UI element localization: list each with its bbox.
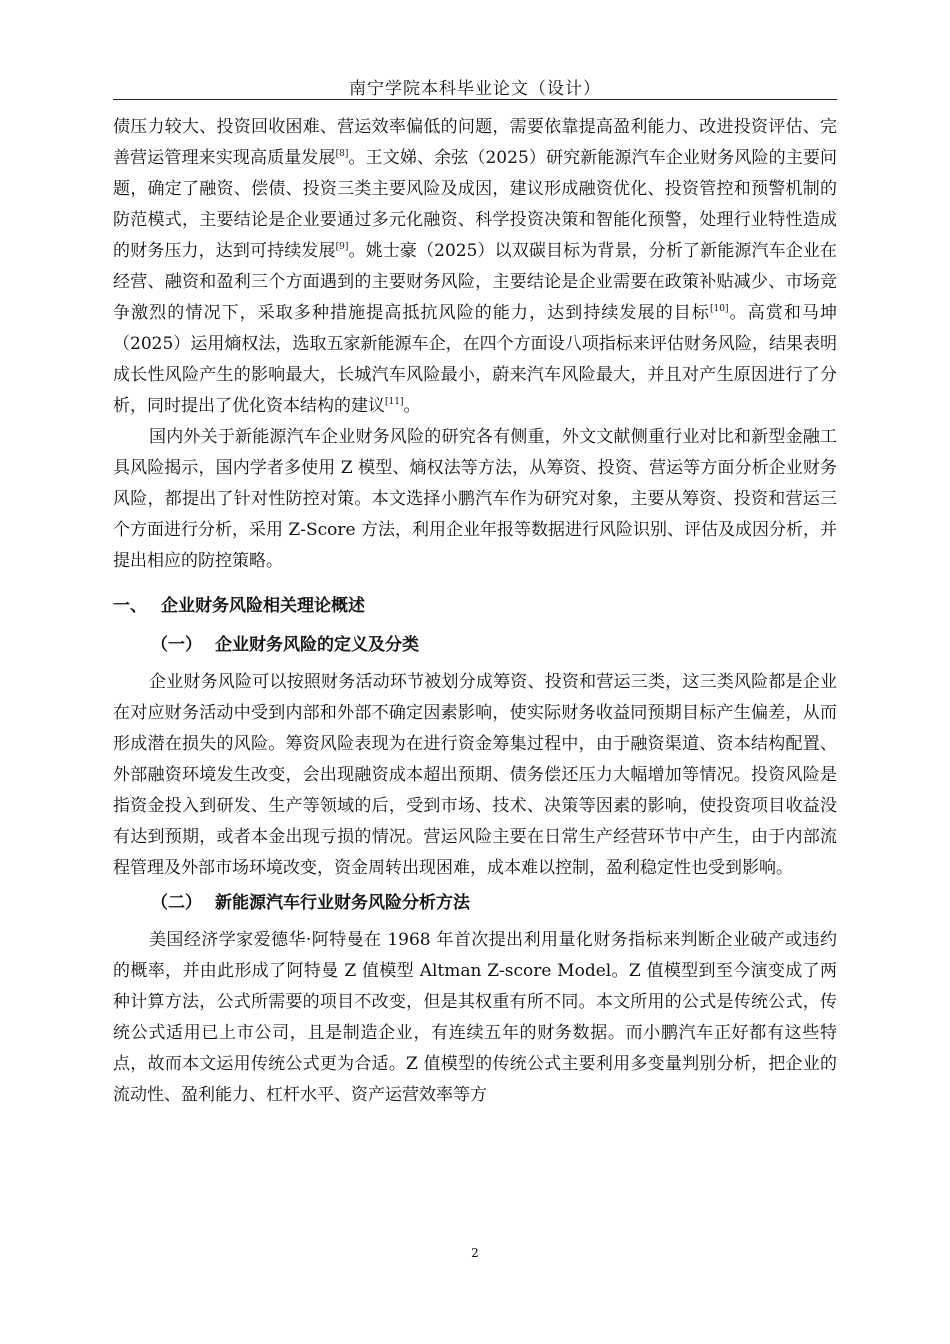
body-text xyxy=(113,112,837,1111)
citation-ref[interactable]: [11] xyxy=(385,397,404,407)
subsection-heading xyxy=(151,888,837,919)
paragraph-text: 。姚士豪（2025）以双碳目标为背景，分析了新能源汽车企业在经营、融资和盈利三个方面遇到的主要财务风险，主要结论是企业需要在政策补贴减少、市场竞争激烈的情况下，采取多种措施提高抵抗风险的能力，达到持续发展的目标 xyxy=(113,241,838,323)
subsection-title: 企业财务风险的定义及分类 xyxy=(215,635,419,655)
paragraph-review-summary: 国内外关于新能源汽车企业财务风险的研究各有侧重，外文文献侧重行业对比和新型金融工具风险揭示，国内学者多使用 Z 模型、熵权法等方法，从筹资、投资、营运等方面分析企业财务风险，都提出了针对性防控对策。本文选择小鹏汽车作为研究对象，主要从筹资、投资和营运三个方面进行分析，采用 Z-Score 方法，利用企业年报等数据进行风险识别、评估及成因分析，并提出相应的防控策略。 xyxy=(113,427,837,571)
citation-ref[interactable]: [9] xyxy=(335,242,349,252)
header-rule xyxy=(113,99,837,100)
paragraph-z-score-method: 美国经济学家爱德华·阿特曼在 1968 年首次提出利用量化财务指标来判断企业破产或违约的概率，并由此形成了阿特曼 Z 值模型 Altman Z-score Model。Z 值模型到至今演变成了两种计算方法，公式所需要的项目不改变，但是其权重有所不同。本文所用的公式是传统公式，传统公式适用已上市公司，且是制造企业，有连续五年的财务数据。而小鹏汽车正好都有这些特点，故而本文运用传统公式更为合适。Z 值模型的传统公式主要利用多变量判别分析，把企业的流动性、盈利能力、杠杆水平、资产运营效率等方 xyxy=(113,930,837,1105)
section-heading xyxy=(113,591,837,622)
paragraph-text: 。王文娣、余弦（2025）研究新能源汽车企业财务风险的主要问题，确定了融资、偿债、投资三类主要风险及成因，建议形成融资优化、投资管控和预警机制的防范模式，主要结论是企业要通过多元化融资、科学投资决策和智能化预警，处理行业特性造成的财务压力，达到可持续发展 xyxy=(113,148,838,261)
citation-ref[interactable]: [8] xyxy=(335,149,349,159)
section-number: 一、 xyxy=(113,596,147,616)
subsection-title: 新能源汽车行业财务风险分析方法 xyxy=(215,893,470,913)
running-header: 南宁学院本科毕业论文（设计） xyxy=(349,79,601,99)
section-title: 企业财务风险相关理论概述 xyxy=(161,596,365,616)
subsection-number: （一） xyxy=(151,635,202,655)
page-number: 2 xyxy=(471,1246,479,1260)
subsection-heading xyxy=(151,630,837,661)
paragraph-text: 。 xyxy=(403,396,421,416)
paragraph-text: 债压力较大、投资回收困难、营运效率偏低的问题，需要依靠提高盈利能力、改进投资评估、完善营运管理来实现高质量发展 xyxy=(113,117,837,168)
paragraph-risk-definition: 企业财务风险可以按照财务活动环节被划分成筹资、投资和营运三类，这三类风险都是企业在对应财务活动中受到内部和外部不确定因素影响，使实际财务收益同预期目标产生偏差，从而形成潜在损失的风险。筹资风险表现为在进行资金筹集过程中，由于融资渠道、资本结构配置、外部融资环境发生改变，会出现融资成本超出预期、债务偿还压力大幅增加等情况。投资风险是指资金投入到研发、生产等领域的后，受到市场、技术、决策等因素的影响，使投资项目收益没有达到预期，或者本金出现亏损的情况。营运风险主要在日常生产经营环节中产生，由于内部流程管理及外部市场环境改变，资金周转出现困难，成本难以控制，盈利稳定性也受到影响。 xyxy=(113,672,837,878)
paragraph-literature-review xyxy=(113,112,837,422)
subsection-number: （二） xyxy=(151,893,202,913)
paragraph-text: 。高赏和马坤（2025）运用熵权法，选取五家新能源车企，在四个方面设八项指标来评估财务风险，结果表明成长性风险产生的影响最大，长城汽车风险最小，蔚来汽车风险最大，并且对产生原因进行了分析，同时提出了优化资本结构的建议 xyxy=(113,303,838,416)
citation-ref[interactable]: [10] xyxy=(709,304,729,314)
